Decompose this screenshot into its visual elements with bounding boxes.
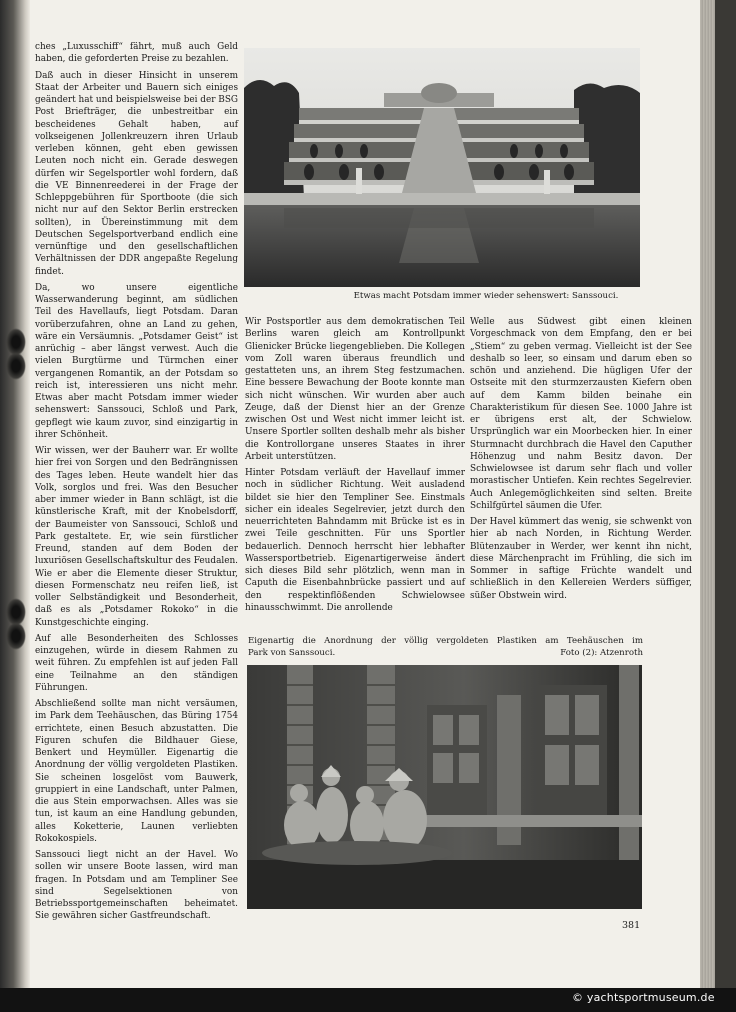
teahouse-photo-illustration: [247, 665, 642, 909]
copyright-watermark: © yachtsportmuseum.de: [572, 991, 715, 1004]
photo-caption-teahouse: [248, 635, 643, 659]
sanssouci-photo-illustration: [244, 48, 640, 287]
paragraph: Da, wo unsere eigentliche Wasserwanderung beginnt, am südlichen Teil des Havellaufs, liegt Potsdam. Daran vorüberzufahren, ohne an Land zu gehen, wäre ein Versäumnis. „Potsdamer Geist“ ist anrüchig – aber längst verwest. Auch die vielen Burgtürme und Türmchen einer vergangenen Romantik, an der Potsdam so reich ist, interessieren uns nicht mehr. Etwas aber macht Potsdam immer wieder sehenswert: Sanssouci, Schloß und Park, gepflegt wie kaum zuvor, sind einzigartig in ihrer Schönheit.: [35, 282, 238, 440]
paragraph: Auf alle Besonderheiten des Schlosses einzugehen, würde in diesem Rahmen zu weit führen. Zu empfehlen ist auf jeden Fall eine Teilnahme an den ständigen Führungen.: [35, 633, 238, 693]
book-edge-shadow: [715, 0, 736, 990]
punch-hole: [6, 352, 26, 380]
photo-caption-sanssouci: Etwas macht Potsdam immer wieder sehenswert: Sanssouci.: [353, 291, 619, 301]
paragraph: Daß auch in dieser Hinsicht in unserem Staat der Arbeiter und Bauern sich einiges geändert hat und beispielsweise bei der BSG Post Briefträger, die unbestreitbar ein bescheidenes Gehalt haben, auf volkseigenen Jollenkreuzern ihren Urlaub verleben können, geht eben gewissen Leuten noch nicht ein. Gerade deswegen dürfen wir Segelsportler wohl fordern, daß die VE Binnenreederei in der Frage der Schleppgebühren für Sportboote (die sich nicht nur auf den Sektor Berlin erstrecken sollten), in Übereinstimmung mit dem Deutschen Segelsportverband endlich eine vernünftige und den gesellschaftlichen Verhältnissen der DDR angepaßte Regelung findet.: [35, 70, 238, 277]
caption-line: [248, 647, 643, 659]
text-column-middle: [245, 316, 465, 656]
punch-hole: [6, 622, 26, 650]
paragraph: Welle aus Südwest gibt einen kleinen Vorgeschmack von dem Empfang, den er bei „Stiem“ zu geben vermag. Vielleicht ist der See deshalb so leer, so einsam und darum eben so schön und anziehend. Die hügligen Ufer der Ostseite mit den sturmzerzausten Kiefern oben auf dem Kamm bilden beinahe ein Charakteristikum für diesen See. 1000 Jahre ist er übrigens erst alt, der Schwielow. Ursprünglich war ein Moorbecken hier. In einer Sturmnacht durchbrach die Havel den Caputher Höhenzug und nahm Besitz davon. Der Schwielowsee ist darum sehr flach und voller morastischer Untiefen. Kein rechtes Segelrevier. Auch Anlegemöglichkeiten sind selten. Breite Schilfgürtel säumen die Ufer.: [470, 317, 692, 511]
paragraph: Der Havel kümmert das wenig, sie schwenkt von hier ab nach Norden, in Richtung Werder. Blütenzauber in Werder, wer kennt ihn nicht, diese Märchenpracht im Frühling, die sich im Sommer in saftige Früchte wandelt und schließlich in den Kellereien Werders süffiger, süßer Obstwein wird.: [470, 517, 692, 601]
text-column-right: [470, 316, 692, 656]
caption-line: Eigenartig die Anordnung der völlig vergoldeten Plastiken am Teehäuschen im: [248, 636, 643, 646]
photo-sanssouci-terraces: [244, 48, 640, 287]
paragraph: Abschließend sollte man nicht versäumen, im Park dem Teehäuschen, das Büring 1754 errichtete, einen Besuch abzustatten. Die Figuren schufen die Bildhauer Giese, Benkert und Heymüller. Eigenartig die Anordnung der völlig vergoldeten Plastiken. Sie scheinen losgelöst vom Bauwerk, gruppiert in eine Landschaft, unter Palmen, die aus Stein emporwachsen. Alles was sie tun, ist kaum an eine Handlung gebunden, alles Koketterie, Launen verliebten Rokokospiels.: [35, 699, 238, 844]
text-column-left: [35, 41, 238, 922]
page-number: 381: [622, 920, 641, 931]
photo-teahouse-sculptures: [247, 665, 642, 909]
caption-text: Park von Sanssouci.: [248, 648, 336, 658]
book-binding-shadow: [0, 0, 30, 1012]
photo-credit: Foto (2): Atzenroth: [560, 648, 643, 658]
paragraph: Sanssouci liegt nicht an der Havel. Wo sollen wir unsere Boote lassen, wird man fragen. In Potsdam und am Templiner See sind Segelsektionen von Betriebssportgemeinschaften beheimatet. Sie gewähren sicher Gastfreundschaft.: [35, 850, 238, 922]
paragraph: Hinter Potsdam verläuft der Havellauf immer noch in südlicher Richtung. Weit ausladend bildet sie hier den Templiner See. Einstmals sicher ein ideales Segelrevier, jetzt durch den neuerrichteten Bahndamm mit Brücke ist es in zwei Teile geschnitten. Für uns Sportler bedauerlich. Dennoch herrscht hier lebhafter Wassersportbetrieb. Eigenartigerweise ändert sich dieses Bild sehr plötzlich, wenn man in Caputh die Eisenbahnbrücke passiert und auf den respektinflößenden Schwielowsee hinausschwimmt. Die anrollende: [245, 468, 465, 613]
paragraph: Wir wissen, wer der Bauherr war. Er wollte hier frei von Sorgen und den Bedrängnissen des Tages leben. Heute wandelt hier das Volk, sorglos und frei. Was den Besucher aber immer wieder in Bann schlägt, ist die künstlerische Kraft, mit der Knobelsdorff, der Baumeister von Sanssouci, Schloß und Park gestaltete. Er, wie sein fürstlicher Freund, standen auf dem Boden der luxuriösen Gesellschaftskultur des Feudalen. Wie er aber die Elemente dieser Struktur, diesen Formenschatz neu reifen ließ, ist voller Selbständigkeit und Besonderheit, daß es als „Potsdamer Rokoko“ in die Kunstgeschichte einging.: [35, 446, 238, 628]
paragraph: ches „Luxusschiff“ fährt, muß auch Geld haben, die geforderten Preise zu bezahlen.: [35, 42, 238, 65]
paragraph: Wir Postsportler aus dem demokratischen Teil Berlins waren gleich am Kontrollpunkt Glienicker Brücke liegengeblieben. Die Kollegen vom Zoll waren überaus freundlich und gestatteten uns, an ihrem Steg festzumachen. Eine bessere Bewachung der Boote konnte man sich nicht wünschen. Wir wurden aber auch Zeuge, daß der Dienst hier an der Grenze zwischen Ost und West nicht immer leicht ist. Unsere Sportler sollten deshalb mehr als bisher die Kontrollorgane unseres Staates in ihrer Arbeit unterstützen.: [245, 317, 465, 462]
